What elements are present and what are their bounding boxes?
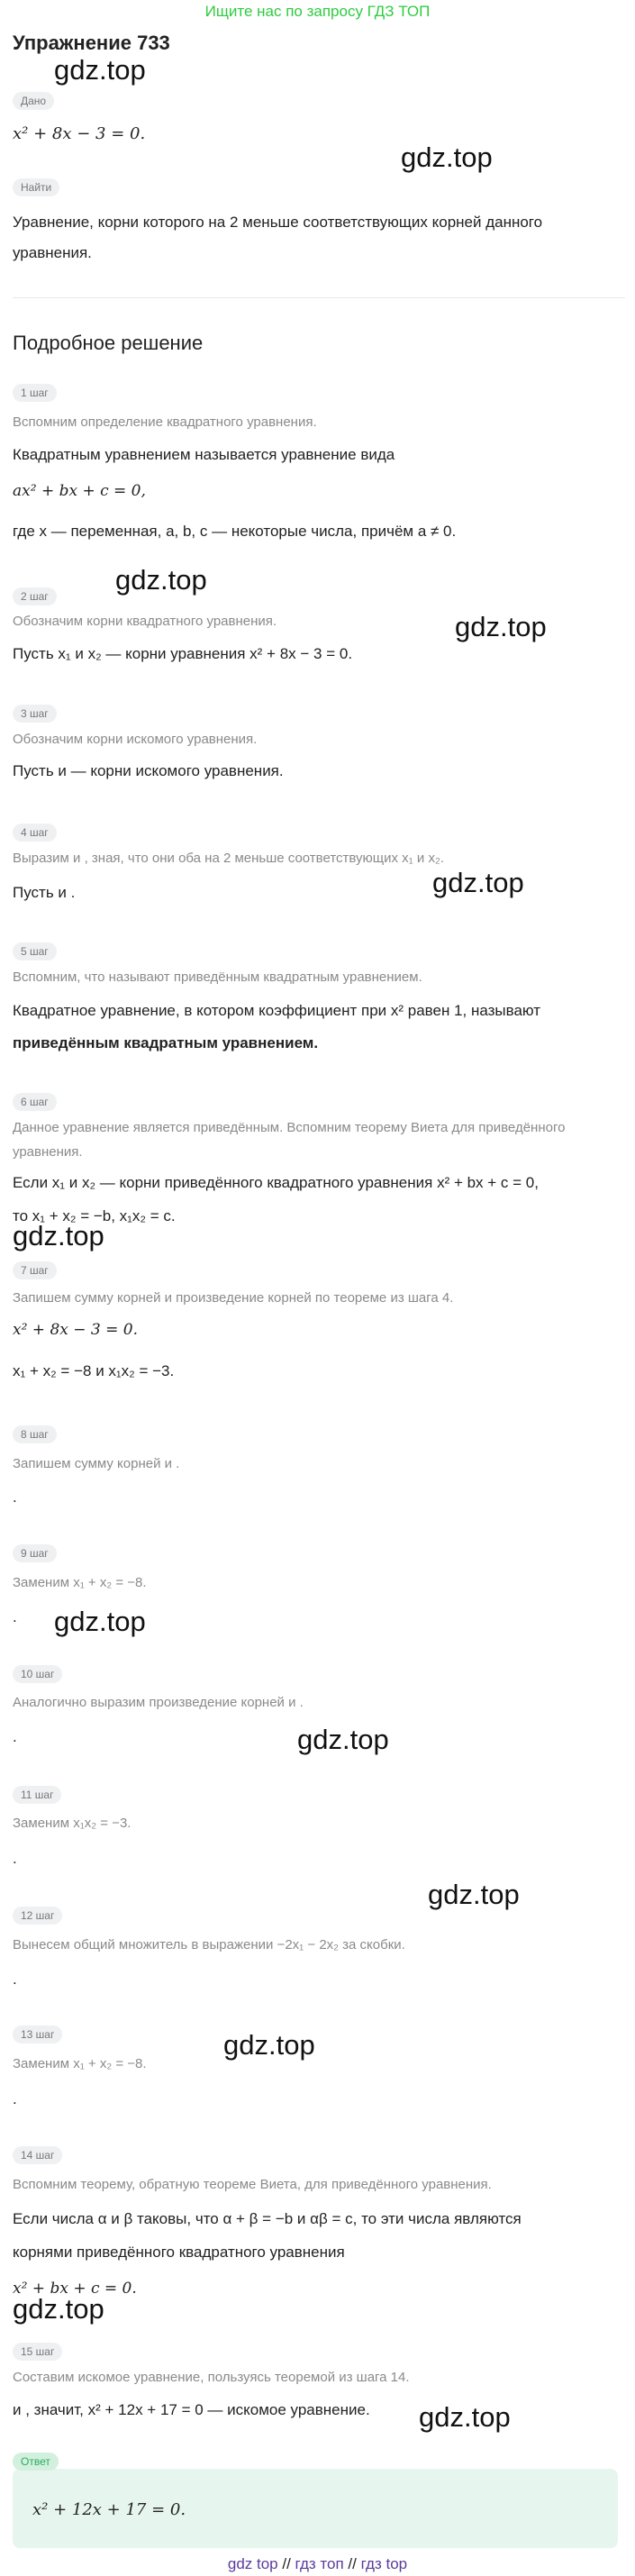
find-text-2: уравнения. <box>13 244 92 261</box>
step-hint: Вспомним определение квадратного уравнения. <box>13 414 317 430</box>
watermark: gdz.top <box>455 611 547 642</box>
step-text: Пусть и . <box>13 884 76 901</box>
step-text: . <box>13 1608 17 1625</box>
watermark: gdz.top <box>13 2293 104 2325</box>
step-text: приведённым квадратным уравнением. <box>13 1034 319 1051</box>
step-text: . <box>13 1488 17 1506</box>
step-badge: 13 шаг <box>13 2024 62 2044</box>
watermark: gdz.top <box>432 867 524 898</box>
step-badge: 12 шаг <box>13 1905 62 1925</box>
solution-title: Подробное решение <box>13 332 204 354</box>
step-hint: Вспомним, что называют приведённым квадратным уравнением. <box>13 969 422 985</box>
watermark: gdz.top <box>54 54 146 86</box>
step-badge: 3 шаг <box>13 703 57 723</box>
watermark: gdz.top <box>297 1724 389 1755</box>
footer-link-3[interactable]: гдз top <box>360 2555 408 2572</box>
step-badge: 9 шаг <box>13 1543 57 1562</box>
watermark: gdz.top <box>54 1606 146 1637</box>
step-hint: Вынесем общий множитель в выражении −2x₁ − 2x₂ за скобки. <box>13 1937 405 1952</box>
step-badge: 11 шаг <box>13 1784 61 1804</box>
step-hint: Данное уравнение является приведённым. Вспомним теорему Виета для приведённого <box>13 1120 566 1135</box>
step-badge: 8 шаг <box>13 1424 57 1443</box>
step-text: Квадратным уравнением называется уравнение вида <box>13 446 395 463</box>
step-hint: Запишем сумму корней и . <box>13 1456 180 1471</box>
given-badge: Дано <box>13 90 54 110</box>
step-hint: Обозначим корни квадратного уравнения. <box>13 614 277 629</box>
watermark: gdz.top <box>428 1879 520 1910</box>
watermark: gdz.top <box>401 141 493 173</box>
step-text: то x₁ + x₂ = −b, x₁x₂ = c. <box>13 1207 176 1224</box>
find-badge: Найти <box>13 177 59 196</box>
footer: gdz top // гдз топ // гдз top <box>227 2555 408 2572</box>
step-text: ax² + bx + c = 0, <box>13 482 146 500</box>
page-title: Упражнение 733 <box>13 32 170 54</box>
step-badge: 6 шаг <box>13 1091 57 1111</box>
answer-equation: x² + 12x + 17 = 0. <box>32 2500 186 2519</box>
watermark: gdz.top <box>419 2401 511 2433</box>
watermark: gdz.top <box>13 1220 104 1252</box>
step-text: x² + bx + c = 0. <box>13 2280 137 2298</box>
step-text: где x — переменная, a, b, c — некоторые числа, причём a ≠ 0. <box>13 523 457 540</box>
step-hint: Аналогично выразим произведение корней и . <box>13 1695 304 1710</box>
divider <box>13 297 625 298</box>
watermark: gdz.top <box>115 564 207 596</box>
footer-link-1[interactable]: gdz top <box>227 2555 278 2572</box>
step-badge: 15 шаг <box>13 2341 62 2361</box>
step-text: Пусть x₁ и x₂ — корни уравнения x² + 8x − 3 = 0. <box>13 645 353 662</box>
step-text: . <box>13 1971 17 1988</box>
footer-link-2[interactable]: гдз топ <box>295 2555 344 2572</box>
step-badge: 14 шаг <box>13 2144 62 2164</box>
step-badge: 5 шаг <box>13 941 57 960</box>
step-text: . <box>13 1850 17 1867</box>
step-text: x² + 8x − 3 = 0. <box>13 1321 138 1339</box>
step-text: Если x₁ и x₂ — корни приведённого квадратного уравнения x² + bx + c = 0, <box>13 1174 539 1191</box>
step-badge: 7 шаг <box>13 1260 57 1279</box>
step-text: корнями приведённого квадратного уравнения <box>13 2244 345 2261</box>
find-text-1: Уравнение, корни которого на 2 меньше соответствующих корней данного <box>13 214 543 231</box>
step-text: . <box>13 1728 17 1745</box>
given-equation: x² + 8x − 3 = 0. <box>13 124 146 143</box>
answer-badge: Ответ <box>13 2451 59 2471</box>
step-badge: 1 шаг <box>13 382 57 402</box>
step-hint: Обозначим корни искомого уравнения. <box>13 732 258 747</box>
step-hint: Запишем сумму корней и произведение корней по теореме из шага 4. <box>13 1290 454 1306</box>
step-hint: уравнения. <box>13 1144 83 1160</box>
step-text: . <box>13 2090 17 2107</box>
step-text: и , значит, x² + 12x + 17 = 0 — искомое уравнение. <box>13 2401 370 2418</box>
step-hint: Вспомним теорему, обратную теореме Виета, для приведённого уравнения. <box>13 2177 492 2192</box>
step-hint: Заменим x₁ + x₂ = −8. <box>13 1575 147 1590</box>
step-hint: Заменим x₁x₂ = −3. <box>13 1816 132 1831</box>
step-badge: 10 шаг <box>13 1663 62 1683</box>
watermark: gdz.top <box>223 2029 315 2061</box>
step-hint: Выразим и , зная, что они оба на 2 меньше соответствующих x₁ и x₂. <box>13 851 444 866</box>
step-text: x₁ + x₂ = −8 и x₁x₂ = −3. <box>13 1362 175 1379</box>
top-banner: Ищите нас по запросу ГДЗ ТОП <box>204 3 431 20</box>
step-text: Если числа α и β таковы, что α + β = −b и αβ = c, то эти числа являются <box>13 2210 522 2227</box>
step-hint: Составим искомое уравнение, пользуясь теоремой из шага 14. <box>13 2370 410 2385</box>
step-badge: 4 шаг <box>13 822 57 842</box>
step-hint: Заменим x₁ + x₂ = −8. <box>13 2056 147 2071</box>
step-text: Пусть и — корни искомого уравнения. <box>13 762 284 779</box>
step-badge: 2 шаг <box>13 586 57 605</box>
step-text: Квадратное уравнение, в котором коэффициент при x² равен 1, называют <box>13 1002 541 1019</box>
